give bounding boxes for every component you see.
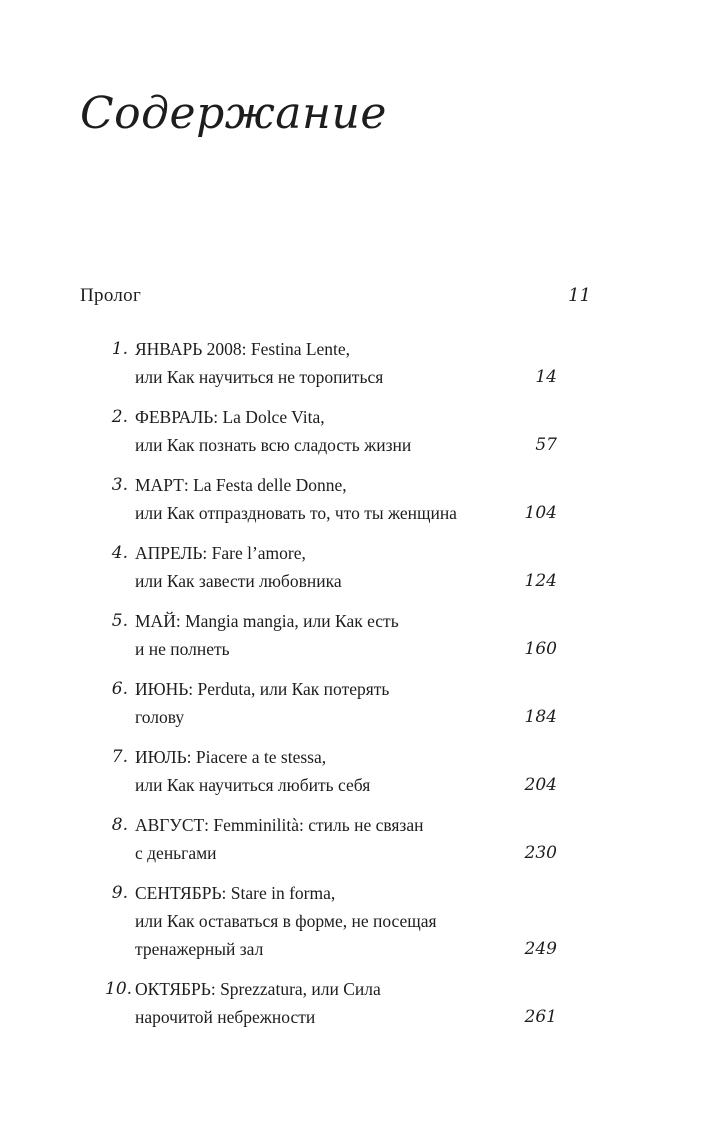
entry-line: АВГУСТ: Femminilità: стиль не связан bbox=[135, 814, 424, 835]
entry-page-number: 57 bbox=[535, 434, 557, 455]
toc-entry bbox=[105, 975, 557, 1031]
page-title: Содержание bbox=[80, 88, 387, 139]
entry-number: 4. bbox=[111, 542, 128, 563]
entry-line: нарочитой небрежности bbox=[135, 1006, 316, 1027]
entry-page-number: 104 bbox=[524, 502, 557, 523]
toc-entry bbox=[105, 879, 557, 963]
toc-entry bbox=[105, 403, 557, 459]
entry-number: 1. bbox=[111, 338, 128, 359]
toc-entry bbox=[105, 743, 557, 799]
entry-number: 7. bbox=[111, 746, 128, 767]
entry-page-number: 160 bbox=[524, 638, 557, 659]
entry-lines bbox=[135, 675, 517, 731]
toc-entry bbox=[105, 607, 557, 663]
entry-page-number: 124 bbox=[524, 570, 557, 591]
entry-line: с деньгами bbox=[135, 842, 217, 863]
entry-page-number: 261 bbox=[524, 1006, 557, 1027]
entry-line: или Как научиться не торопиться bbox=[135, 366, 384, 387]
entry-line: ИЮЛЬ: Piacere a te stessa, bbox=[135, 746, 327, 767]
entry-line: и не полнеть bbox=[135, 638, 230, 659]
entry-line: тренажерный зал bbox=[135, 938, 264, 959]
entry-line: или Как научиться любить себя bbox=[135, 774, 371, 795]
prologue-row bbox=[80, 285, 591, 307]
entry-lines bbox=[135, 743, 517, 799]
entry-line: ИЮНЬ: Perduta, или Как потерять bbox=[135, 678, 390, 699]
entry-lines bbox=[135, 879, 517, 963]
prologue-label: Пролог bbox=[80, 284, 142, 306]
entry-line: ОКТЯБРЬ: Sprezzatura, или Сила bbox=[135, 978, 381, 999]
entry-line: голову bbox=[135, 706, 185, 727]
entry-line: АПРЕЛЬ: Fare l’amore, bbox=[135, 542, 306, 563]
entry-lines bbox=[135, 607, 517, 663]
entry-page-number: 204 bbox=[524, 774, 557, 795]
entry-number: 5. bbox=[111, 610, 128, 631]
entry-number: 8. bbox=[111, 814, 128, 835]
entry-lines bbox=[135, 471, 517, 527]
entry-line: или Как отпраздновать то, что ты женщина bbox=[135, 502, 457, 523]
entry-number: 3. bbox=[111, 474, 128, 495]
entry-page-number: 249 bbox=[524, 938, 557, 959]
entry-line: МАРТ: La Festa delle Donne, bbox=[135, 474, 347, 495]
entry-lines bbox=[135, 403, 517, 459]
entry-line: или Как завести любовника bbox=[135, 570, 342, 591]
toc-entry bbox=[105, 335, 557, 391]
entry-page-number: 184 bbox=[524, 706, 557, 727]
entry-lines bbox=[135, 539, 517, 595]
entry-number: 2. bbox=[111, 406, 128, 427]
entry-number: 10. bbox=[105, 978, 133, 999]
entry-page-number: 14 bbox=[535, 366, 557, 387]
prologue-page-number: 11 bbox=[568, 284, 591, 306]
toc-entry bbox=[105, 471, 557, 527]
toc-entries bbox=[105, 335, 557, 1031]
entry-line: ЯНВАРЬ 2008: Festina Lente, bbox=[135, 338, 351, 359]
entry-page-number: 230 bbox=[524, 842, 557, 863]
entry-lines bbox=[135, 811, 517, 867]
toc-entry bbox=[105, 811, 557, 867]
toc-entry bbox=[105, 675, 557, 731]
entry-number: 6. bbox=[111, 678, 128, 699]
entry-number: 9. bbox=[111, 882, 128, 903]
entry-line: ФЕВРАЛЬ: La Dolce Vita, bbox=[135, 406, 325, 427]
entry-line: или Как оставаться в форме, не посещая bbox=[135, 910, 437, 931]
toc-entry bbox=[105, 539, 557, 595]
entry-lines bbox=[135, 335, 517, 391]
entry-line: или Как познать всю сладость жизни bbox=[135, 434, 412, 455]
entry-lines bbox=[135, 975, 517, 1031]
entry-line: СЕНТЯБРЬ: Stare in forma, bbox=[135, 882, 336, 903]
entry-line: МАЙ: Mangia mangia, или Как есть bbox=[135, 610, 399, 631]
